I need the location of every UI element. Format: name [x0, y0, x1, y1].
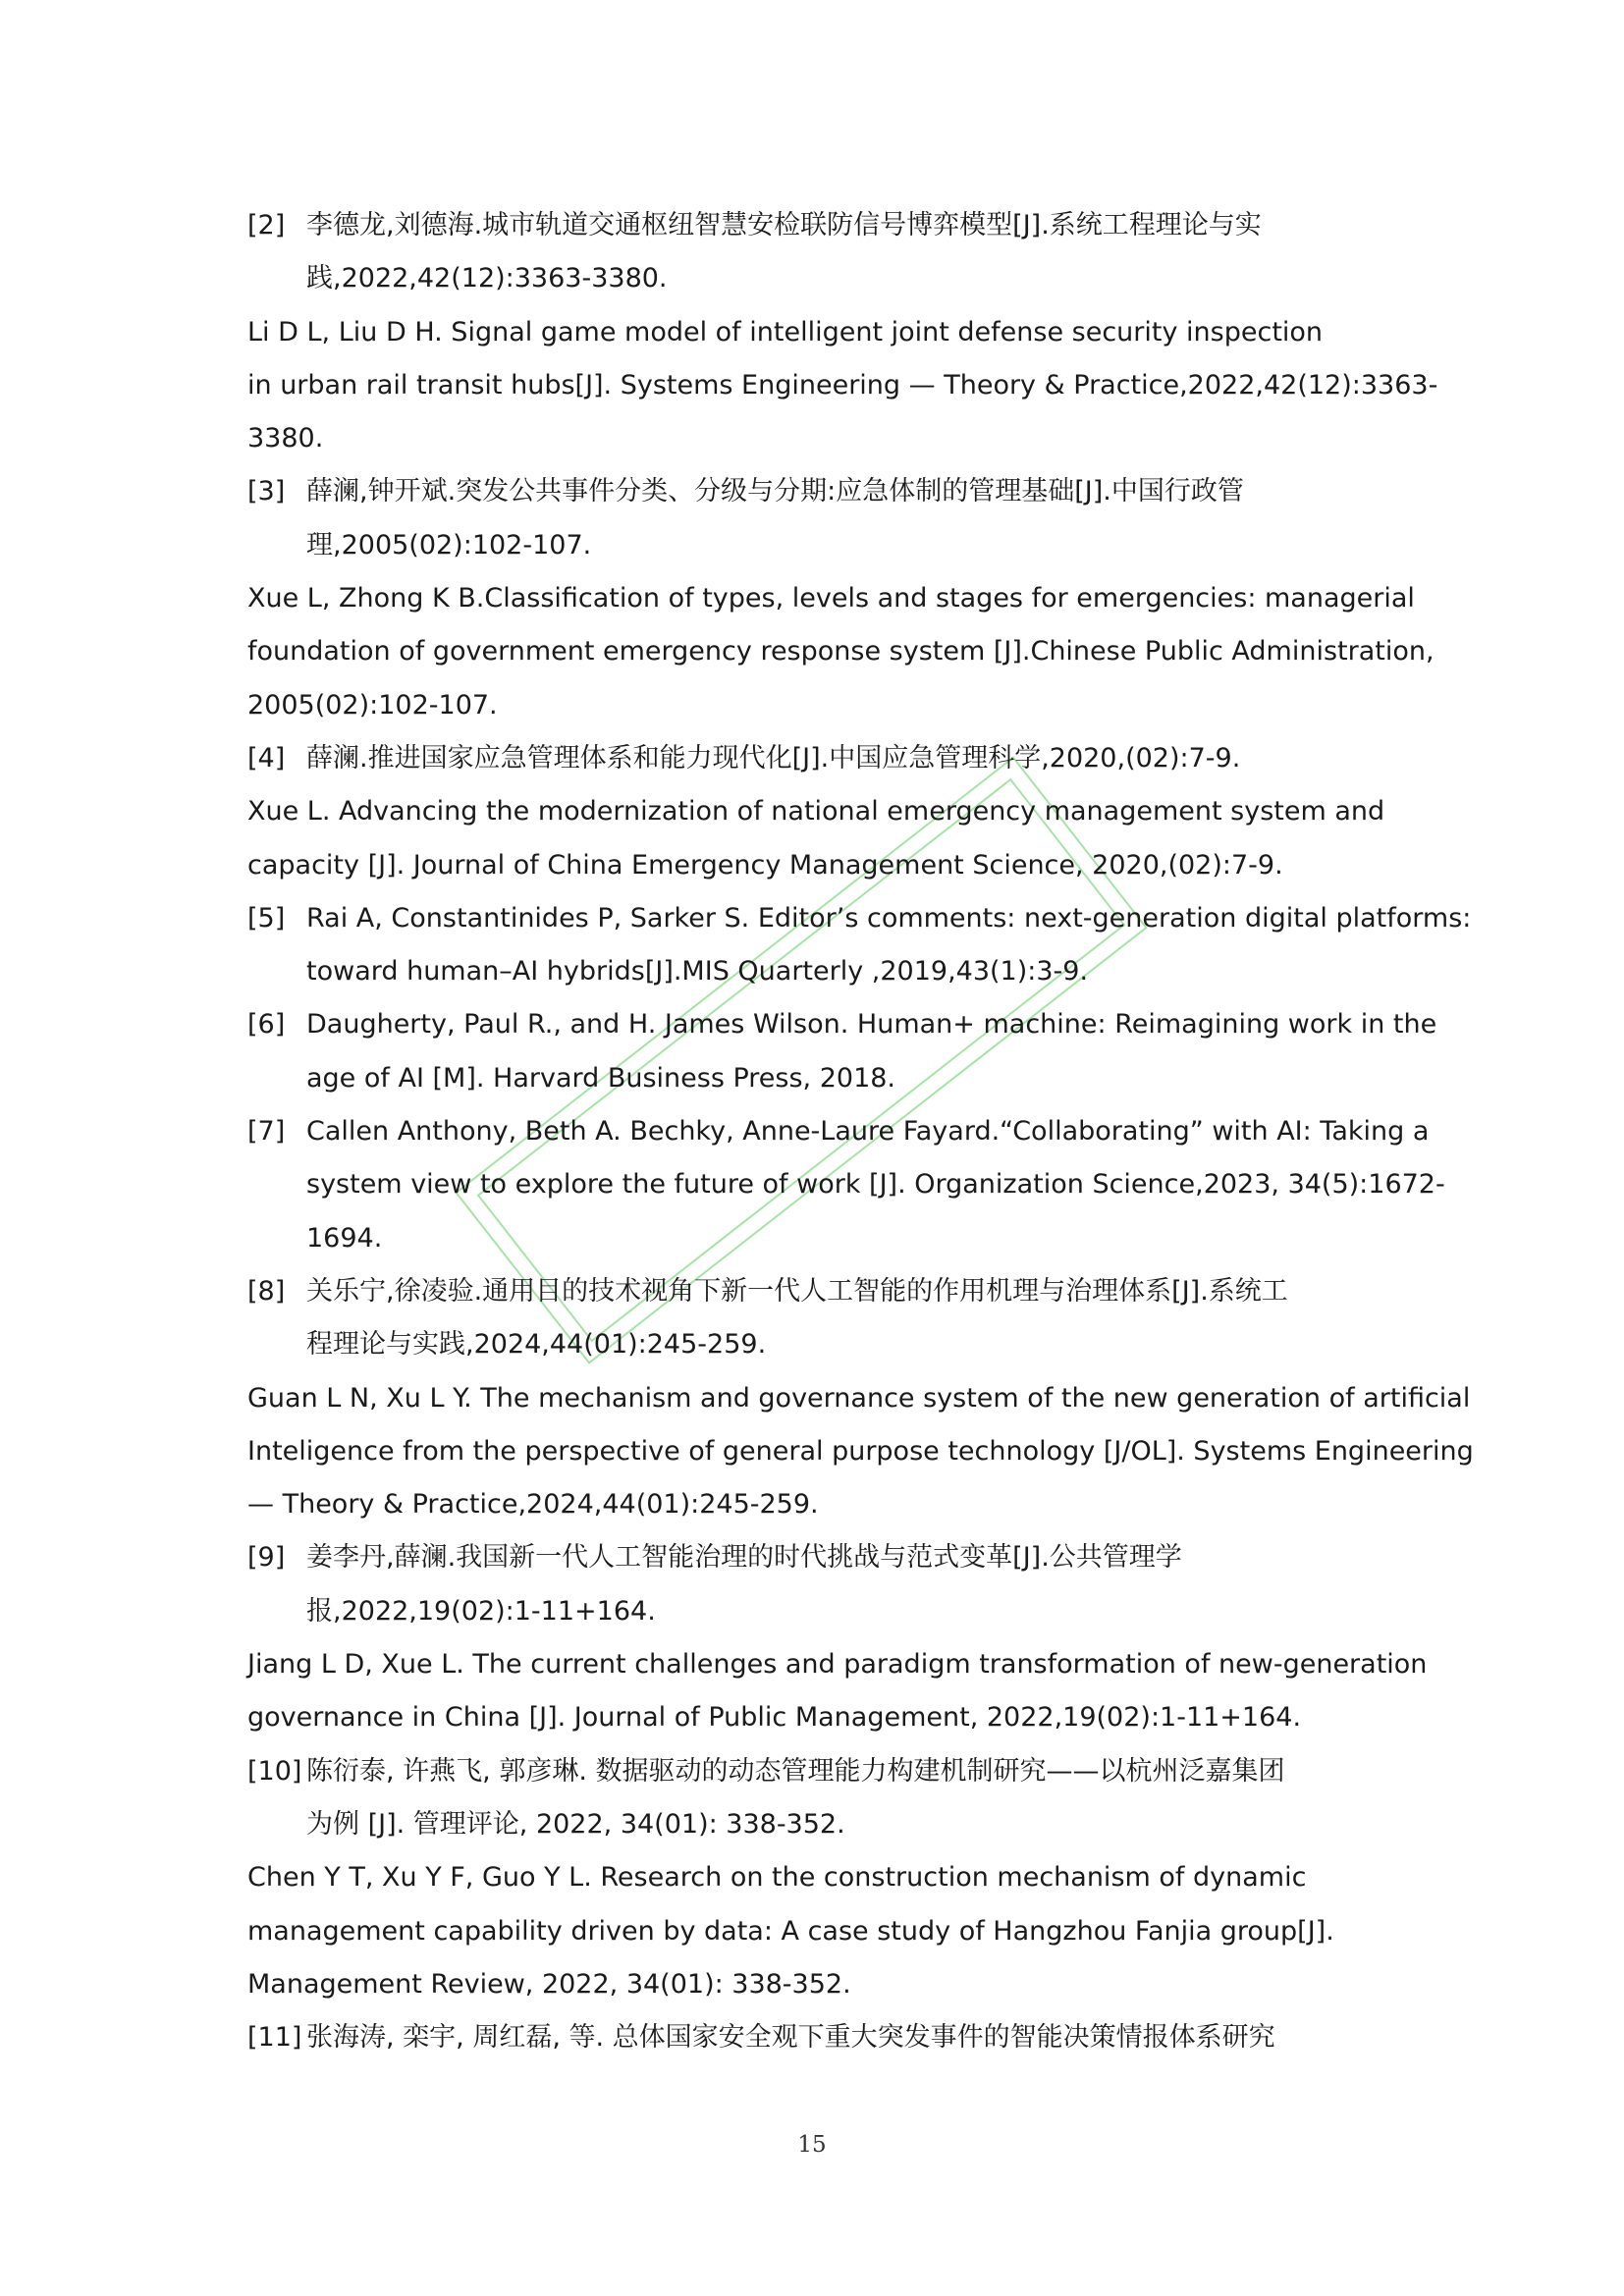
reference-entry: [247, 1265, 1386, 1372]
reference-number: [7]: [247, 1116, 286, 1148]
reference-line: [247, 1212, 1386, 1265]
reference-line: [247, 1105, 1430, 1158]
reference-line: [247, 572, 1415, 625]
reference-text: 陈衍泰, 许燕飞, 郭彦琳. 数据驱动的动态管理能力构建机制研究——以杭州泛嘉集团: [306, 1755, 1285, 1787]
references-list: [247, 199, 1474, 2064]
reference-line: [247, 1425, 1474, 1478]
reference-entry: [247, 2011, 1386, 2064]
reference-text: system view to explore the future of work [J]. Organization Science,2023, 34(5):1672-: [306, 1169, 1445, 1201]
reference-text: 姜李丹,薛澜.我国新一代人工智能治理的时代挑战与范式变革[J].公共管理学: [306, 1542, 1182, 1574]
reference-text: governance in China [J]. Journal of Public Management, 2022,19(02):1-11+164.: [247, 1702, 1302, 1734]
reference-translation: [247, 1372, 1474, 1532]
reference-text: 程理论与实践,2024,44(01):245-259.: [306, 1329, 767, 1361]
reference-text: 2005(02):102-107.: [247, 689, 498, 721]
reference-translation: [247, 306, 1438, 466]
reference-number: [4]: [247, 742, 286, 774]
reference-line: [247, 679, 1386, 732]
reference-translation: [247, 1638, 1428, 1745]
reference-entry: [247, 732, 1386, 785]
reference-text: 为例 [J]. 管理评论, 2022, 34(01): 338-352.: [306, 1808, 845, 1840]
reference-line: [247, 1531, 1386, 1584]
reference-line: [247, 1745, 1386, 1798]
reference-text: in urban rail transit hubs[J]. Systems Engineering — Theory & Practice,2022,42(12):3363-: [247, 369, 1438, 400]
reference-entry: [247, 1745, 1386, 1852]
page-number: 15: [797, 2132, 827, 2158]
reference-line: [247, 1265, 1386, 1318]
reference-text: 1694.: [306, 1222, 383, 1254]
reference-line: [247, 199, 1386, 252]
reference-number: [8]: [247, 1275, 286, 1307]
reference-text: toward human–AI hybrids[J].MIS Quarterly ,2019,43(1):3-9.: [306, 956, 1089, 988]
reference-line: [247, 1372, 1471, 1425]
reference-line: [247, 1691, 1386, 1744]
reference-entry: [247, 892, 1472, 999]
reference-number: [9]: [247, 1542, 286, 1574]
reference-line: [247, 1478, 1386, 1531]
reference-line: [247, 412, 1386, 465]
reference-line: [247, 998, 1437, 1051]
reference-text: Rai A, Constantinides P, Sarker S. Editor’s comments: next-generation digital platforms:: [306, 902, 1472, 934]
reference-translation: [247, 785, 1386, 892]
reference-line: [247, 1905, 1386, 1958]
reference-entry: [247, 1105, 1445, 1265]
reference-text: Inteligence from the perspective of general purpose technology [J/OL]. Systems Engineering: [247, 1435, 1474, 1467]
reference-line: [247, 892, 1472, 945]
reference-text: 践,2022,42(12):3363-3380.: [306, 263, 668, 294]
reference-text: age of AI [M]. Harvard Business Press, 2018.: [306, 1062, 896, 1094]
reference-text: Callen Anthony, Beth A. Bechky, Anne-Laure Fayard.“Collaborating” with AI: Taking a: [306, 1116, 1430, 1148]
reference-text: Jiang L D, Xue L. The current challenges and paradigm transformation of new-generation: [247, 1649, 1428, 1681]
reference-text: Li D L, Liu D H. Signal game model of intelligent joint defense security inspection: [247, 316, 1324, 347]
reference-translation: [247, 572, 1435, 732]
reference-text: 报,2022,19(02):1-11+164.: [306, 1595, 656, 1627]
reference-line: [247, 519, 1386, 572]
reference-line: [247, 1851, 1386, 1904]
reference-line: [247, 465, 1386, 518]
reference-line: [247, 1052, 1386, 1105]
reference-text: 理,2005(02):102-107.: [306, 529, 592, 561]
reference-line: [247, 839, 1386, 892]
reference-line: [247, 785, 1386, 838]
reference-number: [10]: [247, 1755, 302, 1787]
reference-text: Guan L N, Xu L Y. The mechanism and governance system of the new generation of artificial: [247, 1382, 1471, 1414]
reference-text: 薛澜,钟开斌.突发公共事件分类、分级与分期:应急体制的管理基础[J].中国行政管: [306, 476, 1244, 507]
reference-text: 3380.: [247, 423, 324, 454]
reference-entry: [247, 998, 1437, 1105]
reference-line: [247, 359, 1438, 412]
reference-line: [247, 1798, 1386, 1851]
reference-text: capacity [J]. Journal of China Emergency Management Science, 2020,(02):7-9.: [247, 849, 1283, 881]
reference-number: [5]: [247, 902, 286, 934]
reference-line: [247, 2011, 1386, 2064]
reference-entry: [247, 1531, 1386, 1638]
reference-entry: [247, 465, 1386, 572]
reference-translation: [247, 1851, 1386, 2011]
reference-text: 张海涛, 栾宇, 周红磊, 等. 总体国家安全观下重大突发事件的智能决策情报体系研究: [306, 2022, 1275, 2054]
reference-text: Xue L. Advancing the modernization of national emergency management system and: [247, 796, 1385, 828]
reference-text: 薛澜.推进国家应急管理体系和能力现代化[J].中国应急管理科学,2020,(02):7-9.: [306, 742, 1241, 774]
reference-line: [247, 625, 1435, 678]
reference-entry: [247, 199, 1386, 306]
reference-line: [247, 732, 1386, 785]
reference-text: Chen Y T, Xu Y F, Guo Y L. Research on the construction mechanism of dynamic: [247, 1862, 1307, 1894]
reference-line: [247, 1958, 1386, 2011]
reference-line: [247, 1585, 1386, 1638]
reference-line: [247, 1158, 1445, 1211]
reference-text: Daugherty, Paul R., and H. James Wilson. Human+ machine: Reimagining work in the: [306, 1009, 1437, 1041]
reference-line: [247, 1638, 1428, 1691]
reference-number: [2]: [247, 210, 286, 240]
reference-text: 关乐宁,徐凌验.通用目的技术视角下新一代人工智能的作用机理与治理体系[J].系统工: [306, 1275, 1288, 1307]
reference-text: Management Review, 2022, 34(01): 338-352.: [247, 1968, 851, 2000]
reference-line: [247, 252, 1386, 305]
reference-text: foundation of government emergency response system [J].Chinese Public Administration,: [247, 636, 1435, 667]
reference-number: [11]: [247, 2022, 302, 2054]
reference-line: [247, 945, 1386, 998]
reference-text: — Theory & Practice,2024,44(01):245-259.: [247, 1489, 819, 1521]
reference-line: [247, 306, 1386, 359]
reference-text: Xue L, Zhong K B.Classification of types, levels and stages for emergencies: managerial: [247, 583, 1415, 614]
reference-number: [6]: [247, 1009, 286, 1041]
reference-text: 李德龙,刘德海.城市轨道交通枢纽智慧安检联防信号博弈模型[J].系统工程理论与实: [306, 210, 1262, 240]
reference-line: [247, 1318, 1386, 1371]
reference-number: [3]: [247, 476, 286, 507]
reference-text: management capability driven by data: A case study of Hangzhou Fanjia group[J].: [247, 1915, 1334, 1947]
